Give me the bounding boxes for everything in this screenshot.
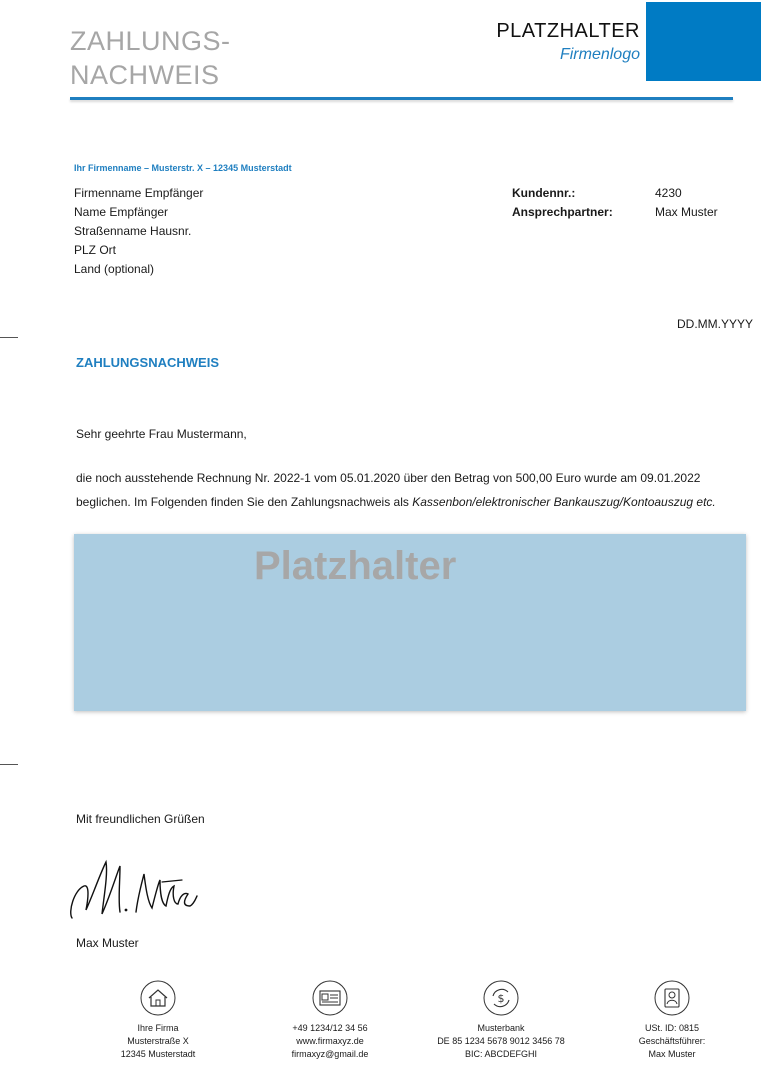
house-icon: [140, 980, 176, 1016]
footer-company-line-3: 12345 Musterstadt: [120, 1049, 196, 1059]
salutation: Sehr geehrte Frau Mustermann,: [76, 427, 247, 441]
footer-bic: BIC: ABCDEFGHI: [464, 1049, 537, 1059]
recipient-address: [74, 184, 203, 279]
fold-mark-top: [0, 337, 18, 338]
signer-name: Max Muster: [76, 936, 139, 950]
contact-person-value: Max Muster: [655, 205, 718, 219]
fold-mark-bottom: [0, 764, 18, 765]
body-line-2-text: beglichen. Im Folgenden finden Sie den Zahlungsnachweis als: [76, 495, 413, 509]
logo-sub-text: Firmenlogo: [559, 46, 640, 63]
meta-row-contact: [512, 203, 718, 222]
footer-legal: [582, 980, 762, 1061]
footer-company: [68, 980, 248, 1061]
recipient-street: Straßenname Hausnr.: [74, 224, 192, 238]
logo-placeholder-box: [646, 2, 761, 81]
footer-phone: +49 1234/12 34 56: [292, 1023, 368, 1033]
footer-bank-name: Musterbank: [477, 1023, 525, 1033]
svg-text:$: $: [497, 992, 505, 1005]
recipient-country: Land (optional): [74, 262, 155, 276]
footer-vat-id: USt. ID: 0815: [644, 1023, 700, 1033]
footer-contact: [240, 980, 420, 1061]
footer-email: firmaxyz@gmail.de: [291, 1049, 369, 1059]
body-paragraph: [76, 466, 744, 514]
body-line-2-italic: Kassenbon/elektronischer Bankauszug/Kontoauszug etc.: [412, 495, 716, 509]
footer-bank: [411, 980, 591, 1061]
id-card-icon: [312, 980, 348, 1016]
title-line-2: NACHWEIS: [70, 60, 220, 90]
handwritten-signature: [66, 852, 198, 926]
title-rule: [70, 97, 733, 100]
sender-address-line: Ihr Firmenname – Musterstr. X – 12345 Musterstadt: [74, 163, 292, 173]
recipient-city: PLZ Ort: [74, 243, 117, 257]
money-exchange-icon: [483, 980, 519, 1016]
placeholder-text: Platzhalter: [254, 544, 457, 588]
footer-company-line-2: Musterstraße X: [127, 1036, 189, 1046]
footer-iban: DE 85 1234 5678 9012 3456 78: [437, 1036, 565, 1046]
footer-managing-director-name: Max Muster: [648, 1049, 696, 1059]
contact-person-label: Ansprechpartner:: [512, 205, 613, 219]
footer-website: www.firmaxyz.de: [296, 1036, 364, 1046]
footer-managing-director-label: Geschäftsführer:: [638, 1036, 706, 1046]
customer-number-label: Kundennr.:: [512, 186, 576, 200]
recipient-name: Name Empfänger: [74, 205, 169, 219]
payment-proof-placeholder: [74, 534, 746, 711]
closing-phrase: Mit freundlichen Grüßen: [76, 812, 205, 826]
customer-meta: [512, 184, 718, 222]
logo-main-text: PLATZHALTER: [496, 20, 640, 42]
recipient-company: Firmenname Empfänger: [74, 186, 204, 200]
document-title: [70, 24, 231, 92]
subject-heading: ZAHLUNGSNACHWEIS: [76, 355, 219, 370]
footer-company-line-1: Ihre Firma: [137, 1023, 179, 1033]
customer-number-value: 4230: [655, 186, 682, 200]
title-line-1: ZAHLUNGS-: [70, 26, 231, 56]
person-badge-icon: [654, 980, 690, 1016]
meta-row-customer-number: [512, 184, 718, 203]
body-line-1: die noch ausstehende Rechnung Nr. 2022-1 vom 05.01.2020 über den Betrag von 500,00 Euro wurde am 09.01.2022: [76, 471, 701, 485]
body-line-2: [76, 490, 744, 514]
document-date: DD.MM.YYYY: [676, 317, 753, 331]
